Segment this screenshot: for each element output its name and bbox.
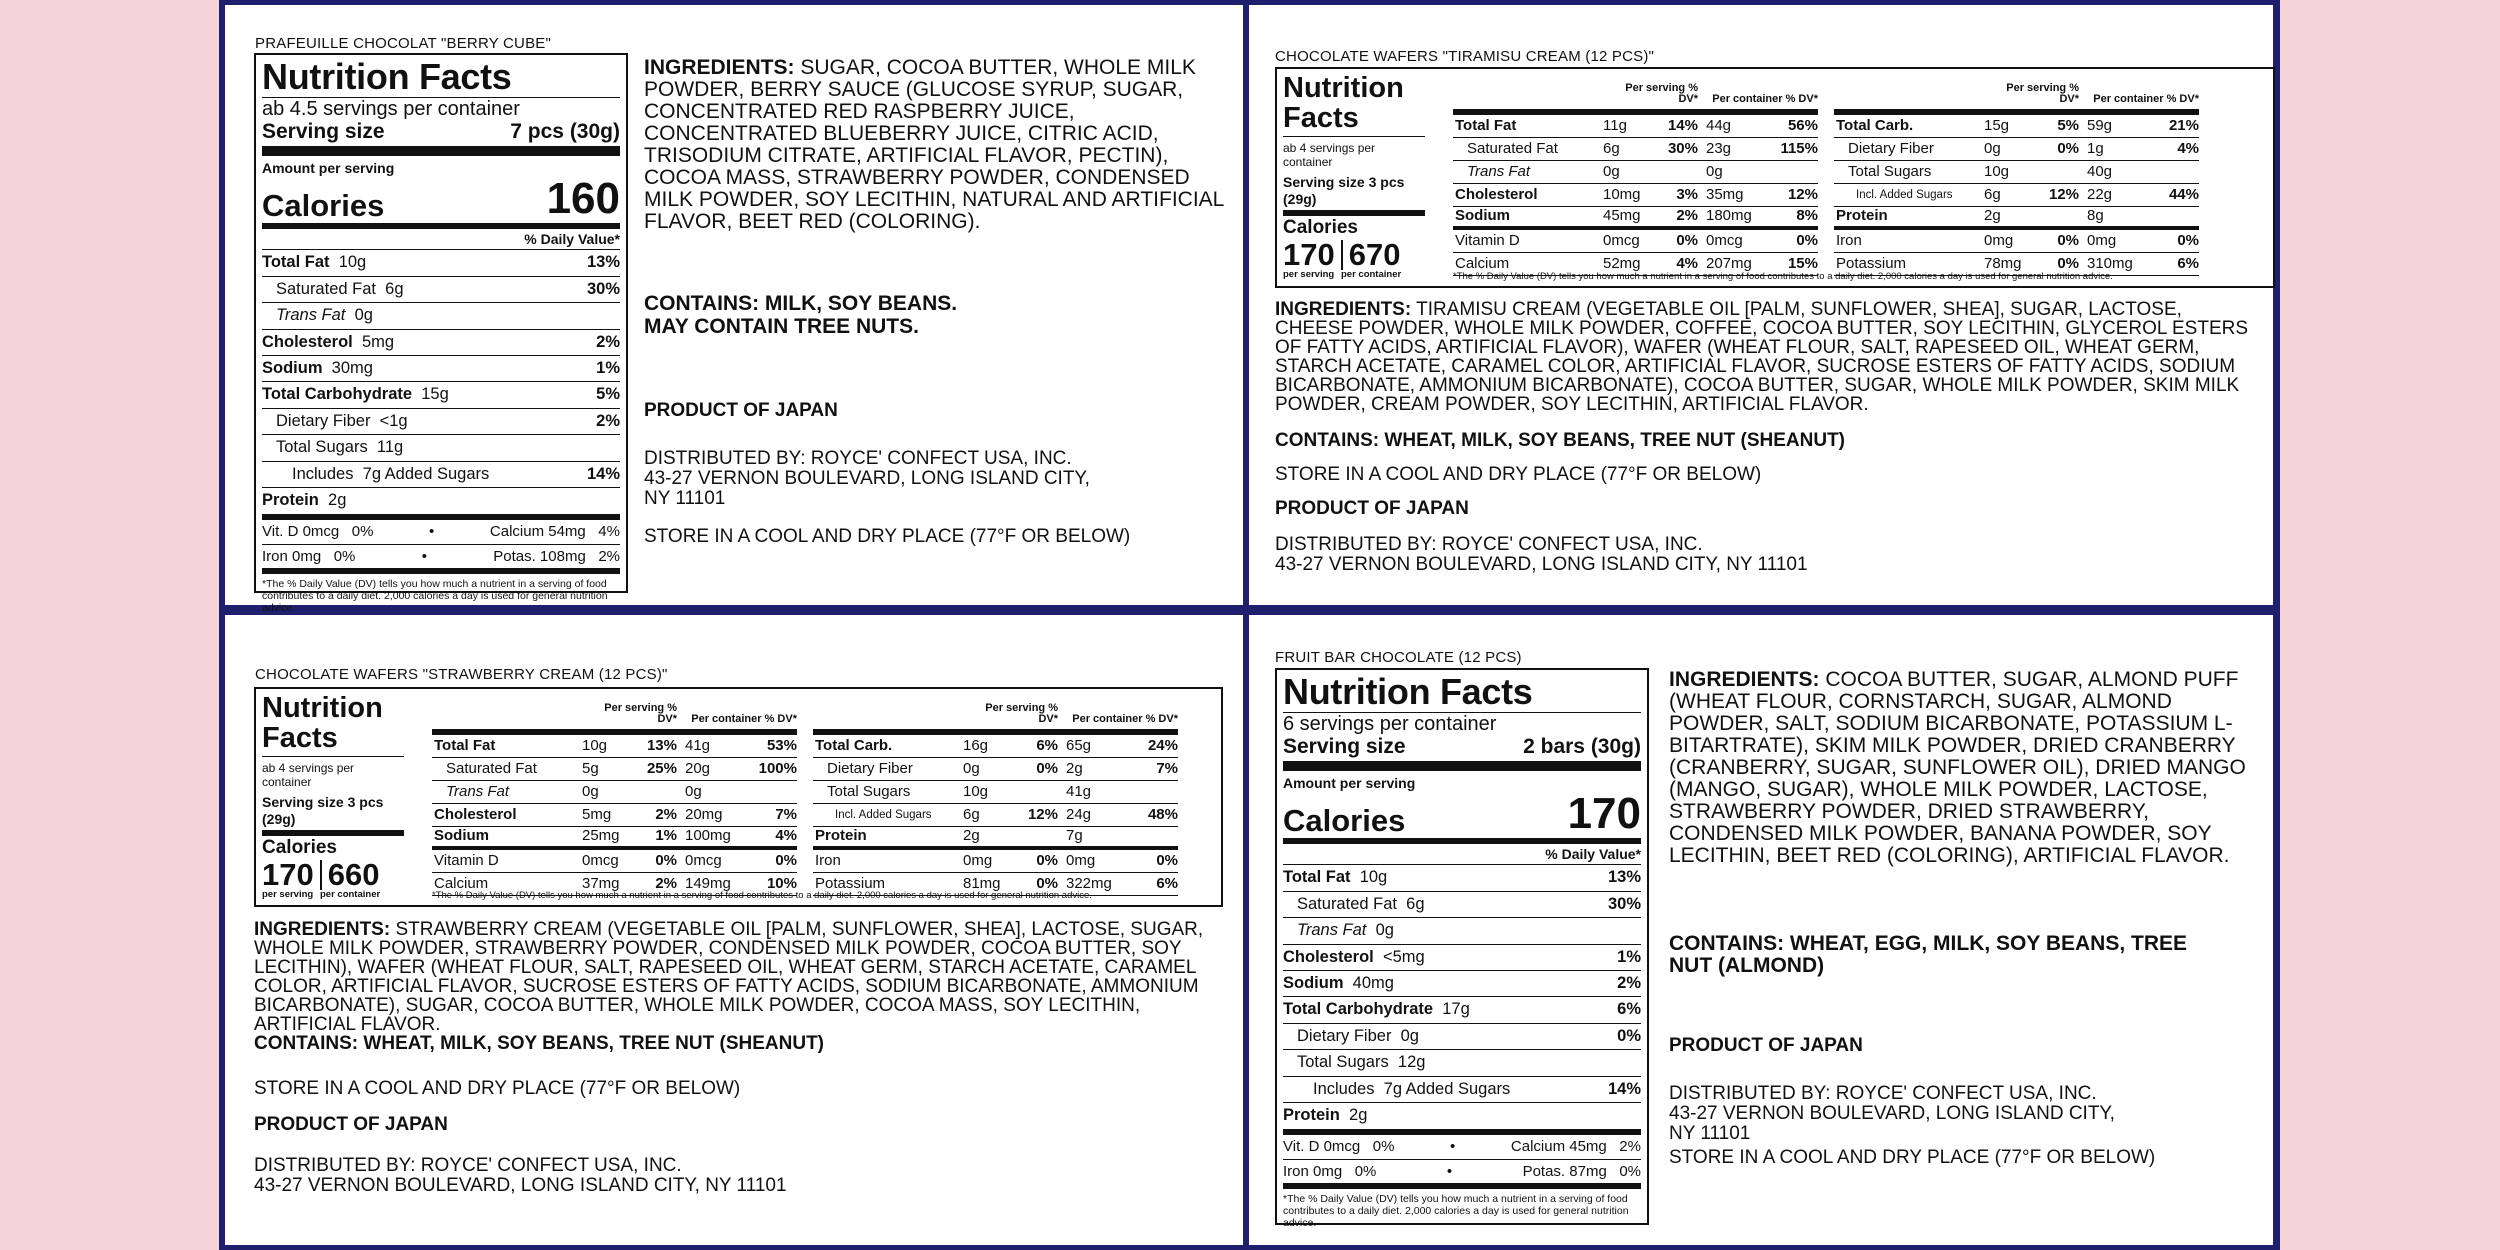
calories-label: Calories: [1283, 216, 1358, 238]
nutrition-facts-heading: Nutrition Facts: [1283, 671, 1533, 712]
product-origin: PRODUCT OF JAPAN: [254, 1114, 448, 1135]
serving-size: Serving size 2 bars (30g): [1283, 735, 1641, 771]
ingredients: INGREDIENTS: SUGAR, COCOA BUTTER, WHOLE MILK POWDER, BERRY SAUCE (GLUCOSE SYRUP, SUGAR, CONCENTRATED RED RASPBERRY JUICE, CONCENTRATED BLUEBERRY JUICE, CITRIC ACID, TRISODIUM CITRATE, ARTIFICIAL FLAVOR, PECTIN), COCOA MASS, STRAWBERRY POWDER, CONDENSED MILK POWDER, SOY LECITHIN, NATURAL AND ARTIFICIAL FLAVOR, BEET RED (COLORING).: [644, 56, 1224, 234]
nutrient-row: Saturated Fat 5g 25% 20g 100%: [432, 758, 797, 781]
storage-instructions: STORE IN A COOL AND DRY PLACE (77°F OR BELOW): [1669, 1147, 2156, 1168]
nutrient-rows: [1283, 865, 1641, 1135]
distributor-address: 43-27 VERNON BOULEVARD, LONG ISLAND CITY,: [1669, 1103, 2115, 1124]
calories-row: [262, 856, 404, 892]
nutrient-table: Per serving % DV* Per container % DV* Total Carb. 15g 5% 59g 21% Dietary Fiber 0g 0% 1g 4% Total Sugars 10g 40g Incl. Added Sugars 6g 12% 22g 44% Protein 2g 8g Iron 0mg 0% 0mg 0% Potassium 78mg 0% 310mg 6%: [1834, 75, 2199, 276]
nutrition-facts-heading: Nutrition Facts: [262, 693, 404, 757]
nutrient-row: Trans Fat 0g 0g: [432, 781, 797, 804]
calories-row: Calories 160: [262, 177, 620, 229]
nutrient-row: Iron 0mg 0% 0mg 0%: [813, 850, 1178, 873]
nutrition-facts-label: [254, 687, 1223, 907]
servings-per-container: ab 4.5 servings per container: [262, 98, 520, 120]
nutrition-facts-label: [1275, 67, 2275, 288]
servings-per-container: ab 4 servings per container: [262, 760, 355, 789]
nutrient-row: Potassium 78mg 0% 310mg 6%: [1834, 253, 2199, 276]
calories-row: [1283, 236, 1425, 272]
nutrient-row: Saturated Fat 6g 30%: [262, 277, 620, 303]
nutrient-row: Total Sugars 11g: [262, 435, 620, 461]
footnote: *The % Daily Value (DV) tells you how much a nutrient in a serving of food contributes to a daily diet. 2,000 calories a day is used for general nutrition advice.: [1283, 1193, 1629, 1230]
vitamin-row: Vit. D 0mcg 0% • Calcium 54mg 4%: [262, 520, 620, 545]
nutrient-row: Cholesterol <5mg 1%: [1283, 945, 1641, 971]
nutrient-row: Includes 7g Added Sugars 14%: [262, 462, 620, 488]
nutrient-row: Cholesterol 10mg 3% 35mg 12%: [1453, 184, 1818, 207]
product-title: FRUIT BAR CHOCOLATE (12 PCS): [1275, 649, 1522, 666]
nutrient-row: Dietary Fiber <1g 2%: [262, 409, 620, 435]
nutrient-row: Trans Fat 0g 0g: [1453, 161, 1818, 184]
serving-size: Serving size 7 pcs (30g): [262, 120, 620, 156]
servings-per-container: ab 4 servings per container: [1283, 140, 1376, 169]
allergen-contains: CONTAINS: WHEAT, MILK, SOY BEANS, TREE NUT (SHEANUT): [1275, 430, 1845, 451]
nutrient-row: Potassium 81mg 0% 322mg 6%: [813, 873, 1178, 896]
distributor-address: 43-27 VERNON BOULEVARD, LONG ISLAND CITY, NY 11101: [1275, 554, 1808, 575]
panel-fruit-bar: [1249, 615, 2273, 1245]
calories-label: Calories: [262, 836, 337, 858]
panel-strawberry-wafers: [225, 615, 1243, 1245]
nutrient-table: Per serving % DV* Per container % DV* Total Fat 11g 14% 44g 56% Saturated Fat 6g 30% 23g 115% Trans Fat 0g 0g Cholesterol 10mg 3% 35mg 12% Sodium 45mg 2% 180mg 8% Vitamin D 0mcg 0% 0mcg 0% Calcium 52mg 4% 207mg 15%: [1453, 75, 1818, 276]
storage-instructions: STORE IN A COOL AND DRY PLACE (77°F OR BELOW): [254, 1078, 741, 1099]
nutrient-row: Calcium 52mg 4% 207mg 15%: [1453, 253, 1818, 276]
distributor-zip: NY 11101: [1669, 1123, 1751, 1144]
nutrition-facts-label: [1275, 668, 1649, 1230]
nutrient-row: Protein 2g: [262, 488, 620, 519]
nutrient-row: Protein 2g 8g: [1834, 207, 2199, 230]
nutrient-row: Sodium 25mg 1% 100mg 4%: [432, 827, 797, 850]
footnote: *The % Daily Value (DV) tells you how much a nutrient in a serving of food contributes to a daily diet. 2,000 calories a day is used for general nutrition advice.: [262, 578, 608, 615]
allergen-contains: CONTAINS: WHEAT, MILK, SOY BEANS, TREE NUT (SHEANUT): [254, 1033, 824, 1054]
product-title: CHOCOLATE WAFERS "TIRAMISU CREAM (12 PCS)": [1275, 48, 1655, 65]
nutrient-row: Cholesterol 5mg 2%: [262, 330, 620, 356]
storage-instructions: STORE IN A COOL AND DRY PLACE (77°F OR BELOW): [1275, 464, 1762, 485]
nutrient-row: Total Fat 10g 13% 41g 53%: [432, 735, 797, 758]
nutrition-facts-heading: Nutrition Facts: [262, 56, 512, 97]
nutrition-facts-label: [254, 53, 628, 615]
nutrient-row: Total Sugars 10g 41g: [813, 781, 1178, 804]
panel-berry-cube: [225, 5, 1243, 615]
calories-per-container: 670: [1348, 236, 1401, 272]
allergen-may-contain: MAY CONTAIN TREE NUTS.: [644, 315, 919, 338]
nutrient-table: Per serving % DV* Per container % DV* Total Fat 10g 13% 41g 53% Saturated Fat 5g 25% 20g 100% Trans Fat 0g 0g Cholesterol 5mg 2% 20mg 7% Sodium 25mg 1% 100mg 4% Vitamin D 0mcg 0% 0mcg 0% Calcium 37mg 2% 149mg 10%: [432, 695, 797, 896]
calories-per-serving: 170: [262, 856, 314, 892]
allergen-contains: CONTAINS: MILK, SOY BEANS.: [644, 292, 958, 315]
calories-per-container: 660: [327, 856, 380, 892]
product-origin: PRODUCT OF JAPAN: [1669, 1035, 1863, 1056]
product-origin: PRODUCT OF JAPAN: [1275, 498, 1469, 519]
mineral-row: Iron 0mg 0% • Potas. 108mg 2%: [262, 545, 620, 575]
nutrient-row: Saturated Fat 6g 30%: [1283, 892, 1641, 918]
nutrition-facts-heading: Nutrition Facts: [1283, 73, 1425, 137]
allergen-contains: CONTAINS: WHEAT, EGG, MILK, SOY BEANS, TREE NUT (ALMOND): [1669, 932, 2188, 978]
nutrient-row: Sodium 30mg 1%: [262, 356, 620, 382]
product-title: PRAFEUILLE CHOCOLAT "BERRY CUBE": [255, 35, 552, 52]
distributor-address: 43-27 VERNON BOULEVARD, LONG ISLAND CITY, NY 11101: [254, 1175, 787, 1196]
nutrition-facts-summary: Nutrition Facts ab 4 servings per container Serving size 3 pcs (29g) Calories 170 670 per serving per container: [1283, 73, 1425, 280]
nutrient-row: Total Fat 11g 14% 44g 56%: [1453, 115, 1818, 138]
nutrient-rows: [262, 250, 620, 520]
calories-per-serving: 170: [1283, 236, 1335, 272]
panel-tiramisu-wafers: [1249, 5, 2273, 605]
footnote: *The % Daily Value (DV) tells you how much a nutrient in a serving of food contributes to a daily diet. 2,000 calories a day is used for general nutrition advice.: [1453, 270, 2113, 282]
daily-value-header: % Daily Value*: [1283, 844, 1641, 866]
nutrient-row: Trans Fat 0g: [262, 303, 620, 329]
nutrient-row: Dietary Fiber 0g 0%: [1283, 1024, 1641, 1050]
nutrient-row: Total Sugars 12g: [1283, 1050, 1641, 1076]
nutrient-row: Trans Fat 0g: [1283, 918, 1641, 944]
ingredients: INGREDIENTS: STRAWBERRY CREAM (VEGETABLE OIL [PALM, SUNFLOWER, SHEA], LACTOSE, SUGAR, WHOLE MILK POWDER, STRAWBERRY POWDER, CONDENSED MILK POWDER, COCOA BUTTER, SOY LECITHIN), WAFER (WHEAT FLOUR, SALT, RAPESEED OIL, WHEAT GERM, STARCH ACETATE, CARAMEL COLOR, ARTIFICIAL FLAVOR, SUCROSE ESTERS OF FATTY ACIDS, SODIUM BICARBONATE, AMMONIUM BICARBONATE), SUGAR, COCOA BUTTER, WHOLE MILK POWDER, COCOA MASS, SOY LECITHIN, ARTIFICIAL FLAVOR.: [254, 919, 1204, 1035]
distributor: DISTRIBUTED BY: ROYCE' CONFECT USA, INC.: [1669, 1083, 2097, 1104]
nutrient-row: Protein 2g: [1283, 1103, 1641, 1134]
nutrient-row: Incl. Added Sugars 6g 12% 22g 44%: [1834, 184, 2199, 207]
nutrient-row: Cholesterol 5mg 2% 20mg 7%: [432, 804, 797, 827]
mineral-row: Iron 0mg 0% • Potas. 87mg 0%: [1283, 1160, 1641, 1190]
nutrient-row: Saturated Fat 6g 30% 23g 115%: [1453, 138, 1818, 161]
nutrient-row: Includes 7g Added Sugars 14%: [1283, 1077, 1641, 1103]
distributor: DISTRIBUTED BY: ROYCE' CONFECT USA, INC.: [1275, 534, 1703, 555]
nutrition-facts-summary: Nutrition Facts ab 4 servings per container Serving size 3 pcs (29g) Calories 170 660 per serving per container: [262, 693, 404, 900]
nutrient-row: Calcium 37mg 2% 149mg 10%: [432, 873, 797, 896]
nutrient-row: Incl. Added Sugars 6g 12% 24g 48%: [813, 804, 1178, 827]
nutrient-row: Total Carb. 16g 6% 65g 24%: [813, 735, 1178, 758]
nutrient-row: Protein 2g 7g: [813, 827, 1178, 850]
nutrient-row: Dietary Fiber 0g 0% 2g 7%: [813, 758, 1178, 781]
vitamin-row: Vit. D 0mcg 0% • Calcium 45mg 2%: [1283, 1135, 1641, 1160]
distributor: DISTRIBUTED BY: ROYCE' CONFECT USA, INC.: [254, 1155, 682, 1176]
daily-value-header: % Daily Value*: [262, 229, 620, 251]
ingredients: INGREDIENTS: TIRAMISU CREAM (VEGETABLE OIL [PALM, SUNFLOWER, SHEA], SUGAR, LACTOSE, CHEESE POWDER, WHOLE MILK POWDER, COFFEE, COCOA BUTTER, SOY LECITHIN, GLYCEROL ESTERS OF FATTY ACIDS, ARTIFICIAL FLAVOR), WAFER (WHEAT FLOUR, SALT, RAPESEED OIL, WHEAT GERM, STARCH ACETATE, CARAMEL COLOR, ARTIFICIAL FLAVOR, SUCROSE ESTERS OF FATTY ACIDS, SODIUM BICARBONATE, AMMONIUM BICARBONATE), COCOA BUTTER, SUGAR, WHOLE MILK POWDER, SKIM MILK POWDER, CREAM POWDER, SOY LECITHIN, ARTIFICIAL FLAVOR.: [1275, 299, 2249, 415]
nutrient-row: Dietary Fiber 0g 0% 1g 4%: [1834, 138, 2199, 161]
nutrient-row: Vitamin D 0mcg 0% 0mcg 0%: [432, 850, 797, 873]
serving-size: Serving size 3 pcs (29g): [1283, 174, 1425, 215]
storage-instructions: STORE IN A COOL AND DRY PLACE (77°F OR BELOW): [644, 526, 1131, 547]
product-origin: PRODUCT OF JAPAN: [644, 400, 838, 421]
nutrient-row: Sodium 40mg 2%: [1283, 971, 1641, 997]
amount-per-serving: Amount per serving: [1283, 775, 1416, 792]
nutrient-row: Iron 0mg 0% 0mg 0%: [1834, 230, 2199, 253]
distributor: DISTRIBUTED BY: ROYCE' CONFECT USA, INC.: [644, 448, 1072, 469]
ingredients: INGREDIENTS: COCOA BUTTER, SUGAR, ALMOND PUFF (WHEAT FLOUR, CORNSTARCH, SUGAR, ALMOND POWDER, SALT, SODIUM BICARBONATE, POTASSIUM L-BITARTRATE), SKIM MILK POWDER, DRIED CRANBERRY (CRANBERRY, SUGAR, SUNFLOWER OIL), DRIED MANGO (MANGO, SUGAR), WHOLE MILK POWDER, LACTOSE, STRAWBERRY POWDER, DRIED STRAWBERRY, CONDENSED MILK POWDER, BANANA POWDER, SOY LECITHIN, BEET RED (COLORING), ARTIFICIAL FLAVOR.: [1669, 668, 2246, 868]
servings-per-container: 6 servings per container: [1283, 713, 1497, 735]
distributor-zip: NY 11101: [644, 488, 726, 509]
footnote: *The % Daily Value (DV) tells you how much a nutrient in a serving of food contributes to a daily diet. 2,000 calories a day is used for general nutrition advice.: [432, 889, 1092, 901]
calories-value: 160: [546, 173, 620, 223]
nutrient-row: Vitamin D 0mcg 0% 0mcg 0%: [1453, 230, 1818, 253]
nutrient-row: Total Sugars 10g 40g: [1834, 161, 2199, 184]
nutrient-row: Total Carbohydrate 15g 5%: [262, 382, 620, 408]
amount-per-serving: Amount per serving: [262, 160, 395, 177]
nutrient-row: Total Carbohydrate 17g 6%: [1283, 997, 1641, 1023]
nutrient-row: Total Fat 10g 13%: [262, 250, 620, 276]
calories-row: Calories 170: [1283, 792, 1641, 844]
serving-size: Serving size 3 pcs (29g): [262, 794, 404, 835]
nutrient-row: Total Carb. 15g 5% 59g 21%: [1834, 115, 2199, 138]
product-title: CHOCOLATE WAFERS "STRAWBERRY CREAM (12 PCS)": [255, 666, 668, 683]
nutrient-row: Total Fat 10g 13%: [1283, 865, 1641, 891]
distributor-address: 43-27 VERNON BOULEVARD, LONG ISLAND CITY,: [644, 468, 1090, 489]
nutrient-row: Sodium 45mg 2% 180mg 8%: [1453, 207, 1818, 230]
nutrient-table: Per serving % DV* Per container % DV* Total Carb. 16g 6% 65g 24% Dietary Fiber 0g 0% 2g 7% Total Sugars 10g 41g Incl. Added Sugars 6g 12% 24g 48% Protein 2g 7g Iron 0mg 0% 0mg 0% Potassium 81mg 0% 322mg 6%: [813, 695, 1178, 896]
calories-value: 170: [1567, 788, 1641, 838]
